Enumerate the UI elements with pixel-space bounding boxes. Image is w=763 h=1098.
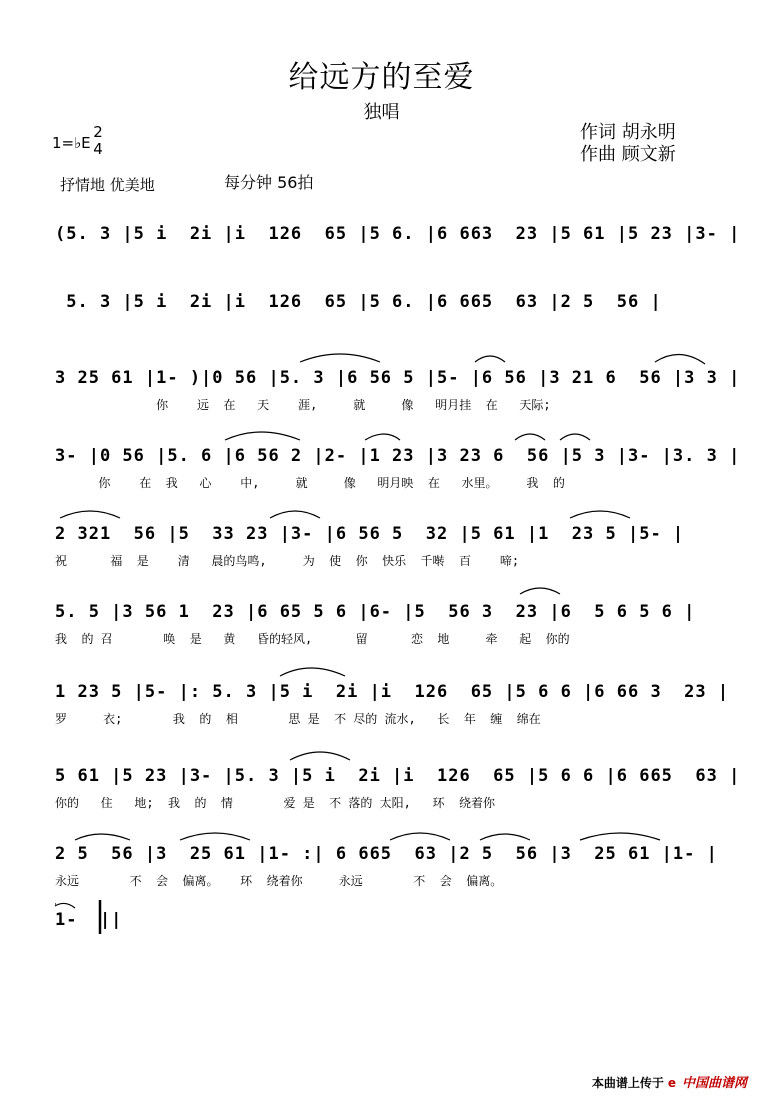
notes-line-9: 2 5 56 |3 25 61 |1- :| 6 665 63 |2 5 56 |3 25 61 |1- | xyxy=(55,844,718,864)
notes-line-2: 5. 3 |5 i 2i |i 126 65 |5 6. |6 665 63 |2 5 56 | xyxy=(55,292,662,312)
notes-line-3: 3 25 61 |1- )|0 56 |5. 3 |6 56 5 |5- |6 56 |3 21 6 56 |3 3 | xyxy=(55,368,741,388)
notes-line-4: 3- |0 56 |5. 6 |6 56 2 |2- |1 23 |3 23 6 56 |5 3 |3- |3. 3 | xyxy=(55,446,741,466)
lyricist-credit: 作词 胡永明 xyxy=(580,122,676,143)
time-bottom: 4 xyxy=(93,140,103,158)
footer xyxy=(592,1072,747,1091)
upload-text: 本曲谱上传于 xyxy=(591,1076,664,1090)
lyrics-line-3: 你 远 在 天 涯, 就 像 明月挂 在 天际; xyxy=(55,398,551,412)
lyrics-line-8: 你的 住 地; 我 的 情 爱 是 不 落的 太阳, 环 绕着你 xyxy=(55,796,495,810)
composer-credit: 作曲 顾文新 xyxy=(580,144,676,165)
site-brand: 中国曲谱网 xyxy=(681,1076,747,1091)
score-title: 给远方的至爱 xyxy=(288,60,475,95)
notes-line-10: 1- || xyxy=(55,910,123,930)
time-top: 2 xyxy=(93,123,103,141)
notes-line-8: 5 61 |5 23 |3- |5. 3 |5 i 2i |i 126 65 |5 6 6 |6 665 63 | xyxy=(55,766,741,786)
expression-marking: 抒情地 优美地 xyxy=(60,176,155,194)
lyrics-line-5: 祝 福 是 清 晨的鸟鸣, 为 使 你 快乐 千啭 百 啼; xyxy=(55,554,520,568)
lyrics-line-6: 我 的 召 唤 是 黄 昏的轻风, 留 恋 地 牵 起 你的 xyxy=(55,632,570,646)
notes-line-7: 1 23 5 |5- |: 5. 3 |5 i 2i |i 126 65 |5 6 6 |6 66 3 23 | xyxy=(55,682,730,702)
lyrics-line-9: 永远 不 会 偏离。 环 绕着你 永远 不 会 偏离。 xyxy=(55,874,503,888)
score-subtitle: 独唱 xyxy=(363,102,400,123)
notes-line-1: (5. 3 |5 i 2i |i 126 65 |5 6. |6 663 23 |5 61 |5 23 |3- | xyxy=(55,224,741,244)
site-logo-icon: e xyxy=(667,1076,676,1090)
lyrics-line-4: 你 在 我 心 中, 就 像 明月映 在 水里。 我 的 xyxy=(55,476,565,490)
notes-line-5: 2 321 56 |5 33 23 |3- |6 56 5 32 |5 61 |1 23 5 |5- | xyxy=(55,524,685,544)
lyrics-line-7: 罗 衣; 我 的 相 思 是 不 尽的 流水, 长 年 缠 绵在 xyxy=(55,712,541,726)
key-signature: 1=♭E xyxy=(52,134,91,152)
tempo-marking: 每分钟 56拍 xyxy=(224,173,314,192)
notes-line-6: 5. 5 |3 56 1 23 |6 65 5 6 |6- |5 56 3 23 |6 5 6 5 6 | xyxy=(55,602,696,622)
